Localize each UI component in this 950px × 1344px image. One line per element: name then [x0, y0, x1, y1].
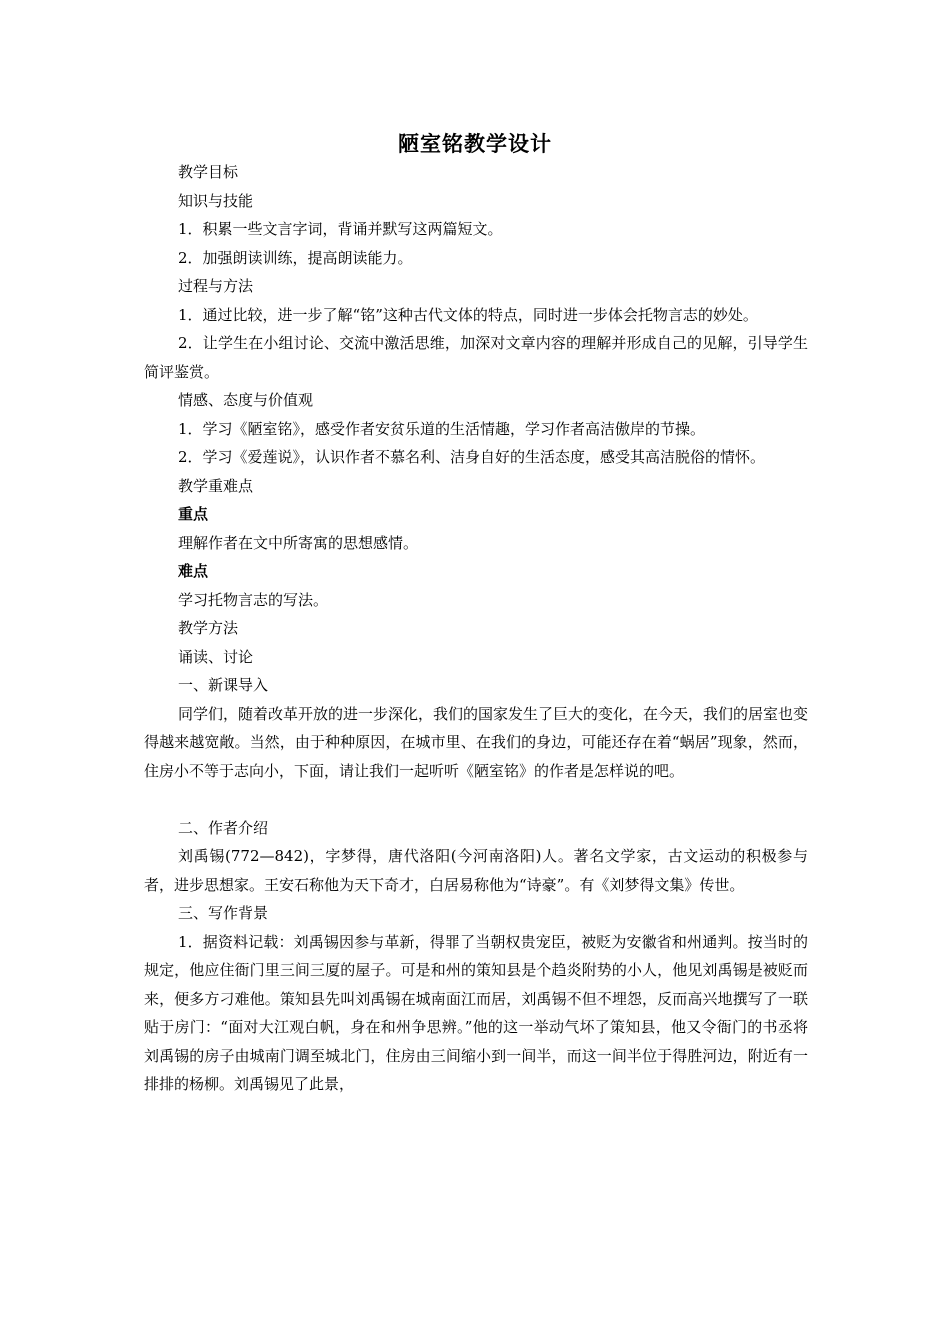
subheading-knowledge-skills: 知识与技能	[178, 191, 254, 210]
paragraph: 学习托物言志的写法。	[178, 590, 329, 609]
section-heading-introduction: 一、新课导入	[178, 676, 269, 694]
section-heading-author: 二、作者介绍	[178, 818, 269, 837]
paragraph: 1．学习《陋室铭》，感受作者安贫乐道的生活情趣，学习作者高洁傲岸的节操。	[178, 419, 706, 438]
document-body	[144, 158, 808, 1099]
paragraph: 2．加强朗读训练，提高朗读能力。	[178, 248, 413, 267]
paragraph: 1．积累一些文言字词，背诵并默写这两篇短文。	[178, 220, 503, 238]
section-heading-teaching-goals: 教学目标	[178, 163, 239, 181]
subheading-process-methods: 过程与方法	[178, 277, 254, 295]
section-heading-background: 三、写作背景	[178, 904, 269, 922]
paragraph: 1．通过比较，进一步了解“铭”这种古代文体的特点，同时进一步体会托物言志的妙处。	[178, 305, 758, 324]
bold-label-key-point: 重点	[178, 505, 209, 523]
paragraph: 同学们，随着改革开放的进一步深化，我们的国家发生了巨大的变化，在今天，我们的居室也变得越来越宽敞。当然，由于种种原因，在城市里、在我们的身边，可能还存在着“蜗居”现象，然而，住房小不等于志向小，下面，请让我们一起听听《陋室铭》的作者是怎样说的吧。	[144, 704, 809, 780]
paragraph: 2．让学生在小组讨论、交流中激活思维，加深对文章内容的理解并形成自己的见解，引导学生简评鉴赏。	[144, 334, 808, 381]
bold-label-difficult-point: 难点	[178, 562, 209, 580]
section-heading-key-difficult-points: 教学重难点	[178, 476, 254, 495]
paragraph: 诵读、讨论	[178, 647, 254, 666]
paragraph: 刘禹锡(772—842)，字梦得，唐代洛阳(今河南洛阳)人。著名文学家，古文运动的积极参与者，进步思想家。王安石称他为天下奇才，白居易称他为“诗豪”。有《刘梦得文集》传世。	[144, 847, 808, 894]
document-title: 陋室铭教学设计	[398, 131, 552, 156]
paragraph: 理解作者在文中所寄寓的思想感情。	[178, 533, 419, 552]
subheading-emotion-values: 情感、态度与价值观	[178, 391, 314, 409]
paragraph: 1．据资料记载：刘禹锡因参与革新，得罪了当朝权贵宠臣，被贬为安徽省和州通判。按当时的规定，他应住衙门里三间三厦的屋子。可是和州的策知县是个趋炎附势的小人，他见刘禹锡是被贬而来，便多方刁难他。策知县先叫刘禹锡在城南面江而居，刘禹锡不但不埋怨，反而高兴地撰写了一联贴于房门：“面对大江观白帆，身在和州争思辨。”他的这一举动气坏了策知县，他又令衙门的书丞将刘禹锡的房子由城南门调至城北门，住房由三间缩小到一间半，而这一间半位于得胜河边，附近有一排排的杨柳。刘禹锡见了此景，	[144, 932, 808, 1093]
section-heading-teaching-methods: 教学方法	[178, 619, 239, 637]
paragraph: 2．学习《爱莲说》，认识作者不慕名利、洁身自好的生活态度，感受其高洁脱俗的情怀。	[178, 448, 766, 466]
blank-line	[144, 785, 808, 814]
